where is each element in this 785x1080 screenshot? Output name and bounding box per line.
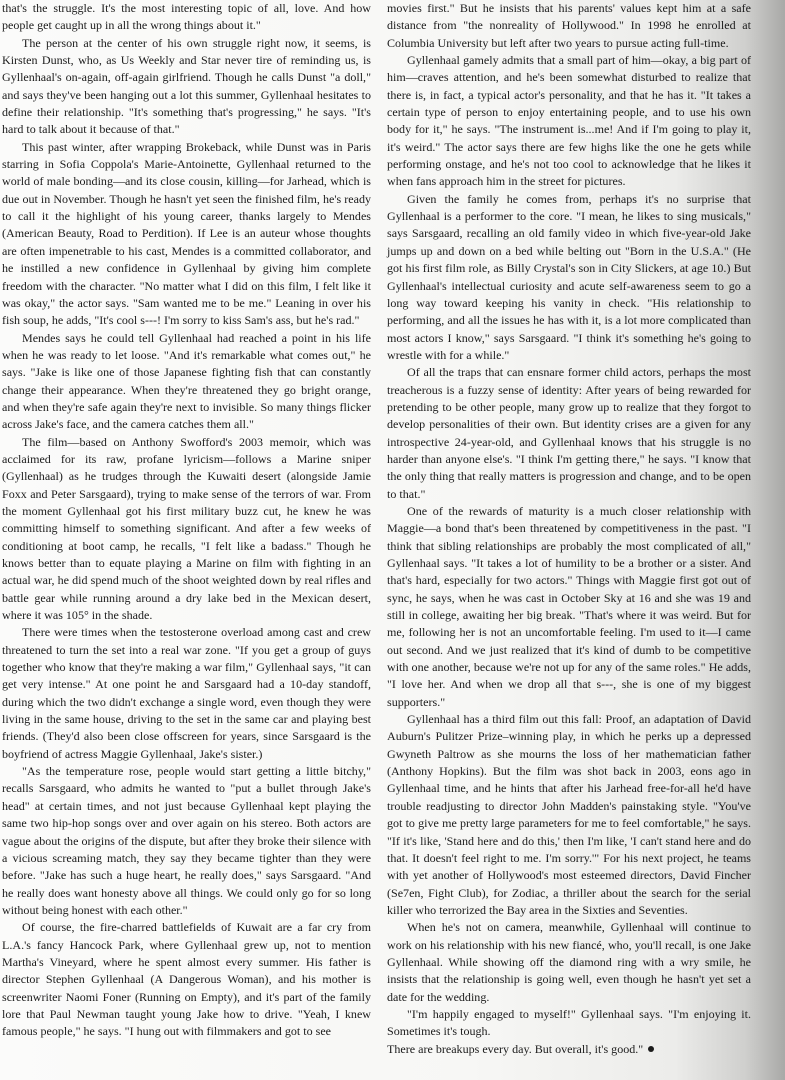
paragraph: movies first." But he insists that his parents' values kept him at a safe distance from "the nonreality of Hollywood." In 1998 he enrolled at Columbia University but left after two years to pursue acting full-time.	[387, 1, 751, 50]
paragraph: This past winter, after wrapping Brokeback, while Dunst was in Paris starring in Sofia Coppola's Marie-Antoinette, Gyllenhaal returned to the world of male bonding—and its close cousin, killing—for Jarhead, which is due out in November. Though he hasn't yet seen the finished film, he's ready to call it the highlight of his young career, thanks largely to Mendes (American Beauty, Road to Perdition). If Lee is an auteur whose thoughts are often impenetrable to his cast, Mendes is a committed collaborator, and he instilled a new confidence in Gyllenhaal by giving him complete freedom with the character. "No matter what I did on this film, I felt like it was okay," the actor says. "Sam wanted me to be me." Leaning in over his fish soup, he adds, "It's cool s---! I'm sorry to kiss Sam's ass, but he's rad."	[2, 139, 371, 328]
paragraph: When he's not on camera, meanwhile, Gyllenhaal will continue to work on his relationship with his new fiancé, who, you'll recall, is one Jake Gyllenhaal. While showing off the diamond ring with a wry smile, he insists that the relationship is going well, even though he hasn't yet set a date for the wedding.	[387, 920, 751, 1004]
paragraph: that's the struggle. It's the most interesting topic of all, love. And how people get caught up in all the wrong things about it."	[2, 1, 371, 33]
paragraph: There were times when the testosterone overload among cast and crew threatened to turn the set into a real war zone. "If you get a group of guys together who know that they're making a war film," Gyllenhaal says, "it can get very intense." At one point he and Sarsgaard had a 10-day standoff, during which the two didn't exchange a single word, even though they were living in the same house, driving to the set in the same car and playing best friends. (They'd also been close offscreen for years, since Sarsgaard is the boyfriend of actress Maggie Gyllenhaal, Jake's sister.)	[2, 625, 371, 761]
paragraph: One of the rewards of maturity is a much closer relationship with Maggie—a bond that's been threatened by competitiveness in the past. "I think that sibling relationships are probably the most complicated of all," Gyllenhaal says. "It takes a lot of humility to be a brother or a sister. And that's hard, especially for two actors." Things with Maggie first got out of sync, he says, when he was cast in October Sky at 16 and she was 19 and still in college, awaiting her big break. "That's where it was weird. But for me, following her is not an uncomfortable feeling. I'm used to it—I came out second. And we just realized that it's kind of dumb to be competitive with one another, because we're not up for any of the same roles." He adds, "I love her. And when we drop all that s---, she is one of my biggest supporters."	[387, 503, 751, 709]
end-mark-icon	[648, 1046, 654, 1052]
paragraph: Of course, the fire-charred battlefields of Kuwait are a far cry from L.A.'s fancy Hancock Park, where Gyllenhaal grew up, not to mention Martha's Vineyard, where he spent almost every summer. His father is director Stephen Gyllenhaal (A Dangerous Woman), and his mother is screenwriter Naomi Foner (Running on Empty), and it's part of the family lore that Paul Newman taught young Jake how to drive. "Yeah, I knew famous people," he says. "I hung out with filmmakers and got to see	[2, 920, 371, 1039]
paragraph: Gyllenhaal has a third film out this fall: Proof, an adaptation of David Auburn's Pulitzer Prize–winning play, in which he perks up a depressed Gwyneth Paltrow as she mourns the loss of her mathematician father (Anthony Hopkins). But the film was shot back in 2003, eons ago in Gyllenhaal time, and he hints that after his Jarhead free-for-all he'd have trouble readjusting to director John Madden's painstaking style. "You've got to give me pretty large parameters for me to feel comfortable," he says. "If it's like, 'Stand here and do this,' then I'm like, 'I can't stand here and do that. It doesn't feel right to me. I'm sorry.'" For his next project, he teams with yet another of Hollywood's most esteemed directors, David Fincher (Se7en, Fight Club), for Zodiac, a thriller about the search for the serial killer who terrorized the Bay area in the Sixties and Seventies.	[387, 712, 751, 917]
right-column	[387, 0, 751, 1058]
paragraph: The person at the center of his own struggle right now, it seems, is Kirsten Dunst, who, as Us Weekly and Star never tire of reminding us, is Gyllenhaal's on-again, off-again girlfriend. Though he calls Dunst "a doll," and says they've been hanging out a lot this summer, Gyllenhaal hesitates to define their relationship. "It's something that's progressing," he says. "It's hard to talk about it because of that."	[2, 35, 371, 137]
paragraph: "I'm happily engaged to myself!" Gyllenhaal says. "I'm enjoying it. Sometimes it's tough.	[387, 1006, 751, 1039]
paragraph: Of all the traps that can ensnare former child actors, perhaps the most treacherous is a fuzzy sense of identity: After years of being rewarded for pretending to be other people, many grow up to realize that they forgot to develop personalities of their own. But identity crises are a given for any introspective 24-year-old, and Gyllenhaal knows that his struggle is no harder than anyone else's. "I think I'm getting there," he says. "I know that the only thing that really matters is progression and change, and to be open to that."	[387, 365, 751, 501]
paragraph: Given the family he comes from, perhaps it's no surprise that Gyllenhaal is a performer to the core. "I mean, he likes to sing musicals," says Sarsgaard, recalling an old family video in which five-year-old Jake jumps up and down on a bed while belting out "Born in the U.S.A." (He got his first film role, as Billy Crystal's son in City Slickers, at age 10.) But Gyllenhaal's intellectual curiosity and acute self-awareness seem to go a long way toward keeping his vanity in check. "His relationship to performing, and all the issues he has with it, is a lot more complicated than most actors I know," says Sarsgaard. "I think it's something he's going to wrestle with for a while."	[387, 191, 751, 362]
final-line: There are breakups every day. But overall, it's good."	[387, 1041, 644, 1056]
paragraph: The film—based on Anthony Swofford's 2003 memoir, which was acclaimed for its raw, profane lyricism—follows a Marine sniper (Gyllenhaal) as he trudges through the Kuwaiti desert (alongside Jamie Foxx and Peter Sarsgaard), trying to make sense of the terrors of war. From the moment Gyllenhaal got his first military buzz cut, he knew he was committing himself to something significant. And after a few weeks of conditioning at boot camp, he recalls, "I felt like a badass." Though he knows better than to equate playing a Marine on film with fighting in an actual war, he did spend much of the shoot weighted down by real rifles and battle gear while running around a dry lake bed in the Mexican desert, where it was 105° in the shade.	[2, 434, 371, 623]
paragraph: "As the temperature rose, people would start getting a little bitchy," recalls Sarsgaard, who admits he wanted to "put a bullet through Jake's head" at certain times, and not just because Gyllenhaal kept playing the same two hip-hop songs over and over again on his stereo. Both actors are vague about the origins of the dispute, but after they broke their silence with a vicious screaming match, they say they became tighter than they were before. "Jake has such a huge heart, he really does," says Sarsgaard. "And he really does want honesty above all things. We could only go for so long without being honest with each other."	[2, 764, 371, 917]
paragraph: Mendes says he could tell Gyllenhaal had reached a point in his life when he was ready to let loose. "And it's remarkable what comes out," he says. "Jake is like one of those Japanese fighting fish that can constantly change their appearance. When they're threatened they go bright orange, and when they're safe again they're next to invisible. So many things flicker across Jake's face, and the camera catches them all."	[2, 330, 371, 432]
paragraph: Gyllenhaal gamely admits that a small part of him—okay, a big part of him—craves attention, and he's been somewhat disturbed to realize that there is, in fact, a typical actor's personality, and that he has it. "It takes a certain type of person to enjoy entertaining people, and to use his own body for it," he says. "The instrument is...me! And if I'm going to play it, it's weird." The actor says there are few highs like the one he gets while performing onstage, and he's not too cool to acknowledge that he likes it when fans approach him in the street for pictures.	[387, 53, 751, 189]
paragraph-final	[387, 1041, 751, 1058]
left-column	[2, 0, 371, 1041]
